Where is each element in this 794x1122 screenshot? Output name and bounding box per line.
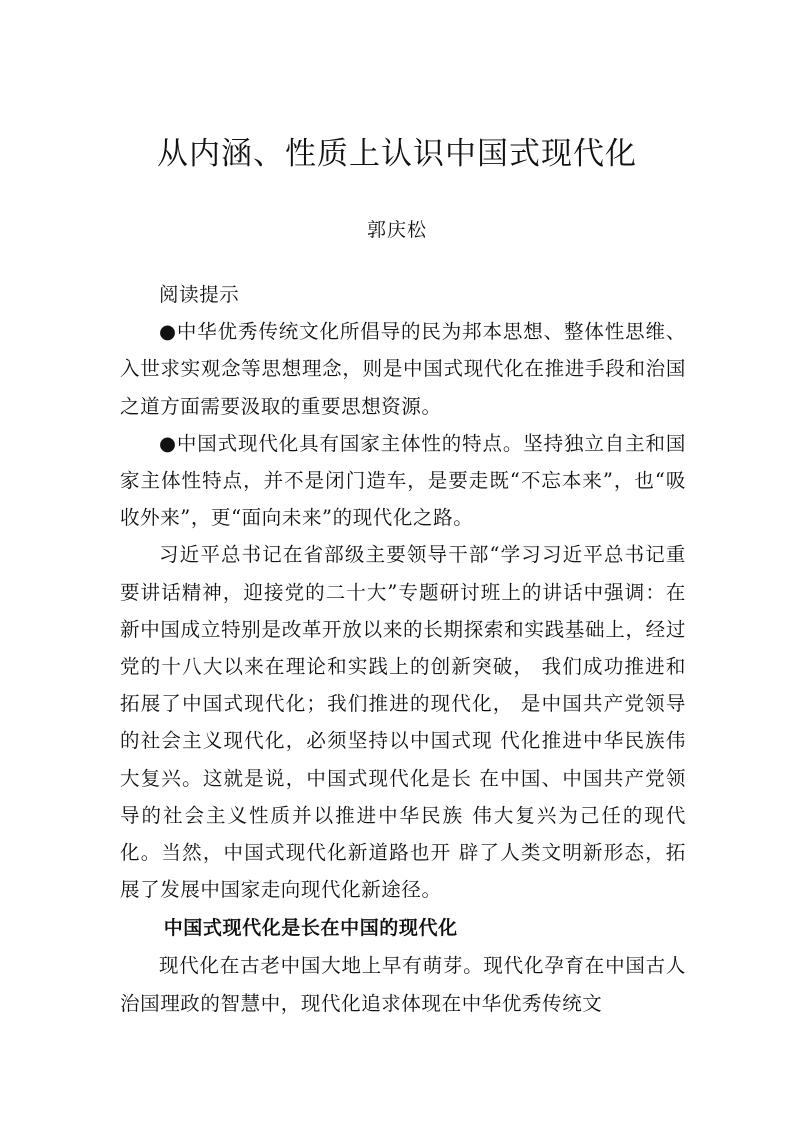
document-title: 从内涵、性质上认识中国式现代化 (157, 136, 637, 172)
body-paragraph-2: 现代化在古老中国大地上早有萌芽。现代化孕育在中国古人治国理政的智慧中，现代化追求体现在中华优秀传统文 (120, 954, 686, 1015)
reading-tips-label: 阅读提示 (159, 283, 240, 306)
author-name: 郭庆松 (366, 219, 427, 241)
body-paragraph-1: 习近平总书记在省部级主要领导干部“学习习近平总书记重要讲话精神，迎接党的二十大”专题研讨班上的讲话中强调：在新中国成立特别是改革开放以来的长期探索和实践基础上，经过党的十八大以来在理论和实践上的创新突破， 我们成功推进和拓展了中国式现代化；我们推进的现代化， 是中国共产党领导的社会主义现代化，必须坚持以中国式现 代化推进中华民族伟大复兴。这就是说，中国式现代化是长 在中国、中国共产党领导的社会主义性质并以推进中华民族 伟大复兴为己任的现代化。当然，中国式现代化新道路也开 辟了人类文明新形态，拓展了发展中国家走向现代化新途径。 (120, 543, 686, 902)
reading-tip-1: ●中华优秀传统文化所倡导的民为邦本思想、整体性思维、入世求实观念等思想理念，则是中国式现代化在推进手段和治国之道方面需要汲取的重要思想资源。 (120, 320, 686, 418)
article-body (120, 276, 686, 1022)
reading-tip-2: ●中国式现代化具有国家主体性的特点。坚持独立自主和国家主体性特点，并不是闭门造车，是要走既“不忘本来”，也“吸收外来”，更“面向未来”的现代化之路。 (120, 431, 686, 530)
section-heading: 中国式现代化是长在中国的现代化 (163, 917, 458, 940)
